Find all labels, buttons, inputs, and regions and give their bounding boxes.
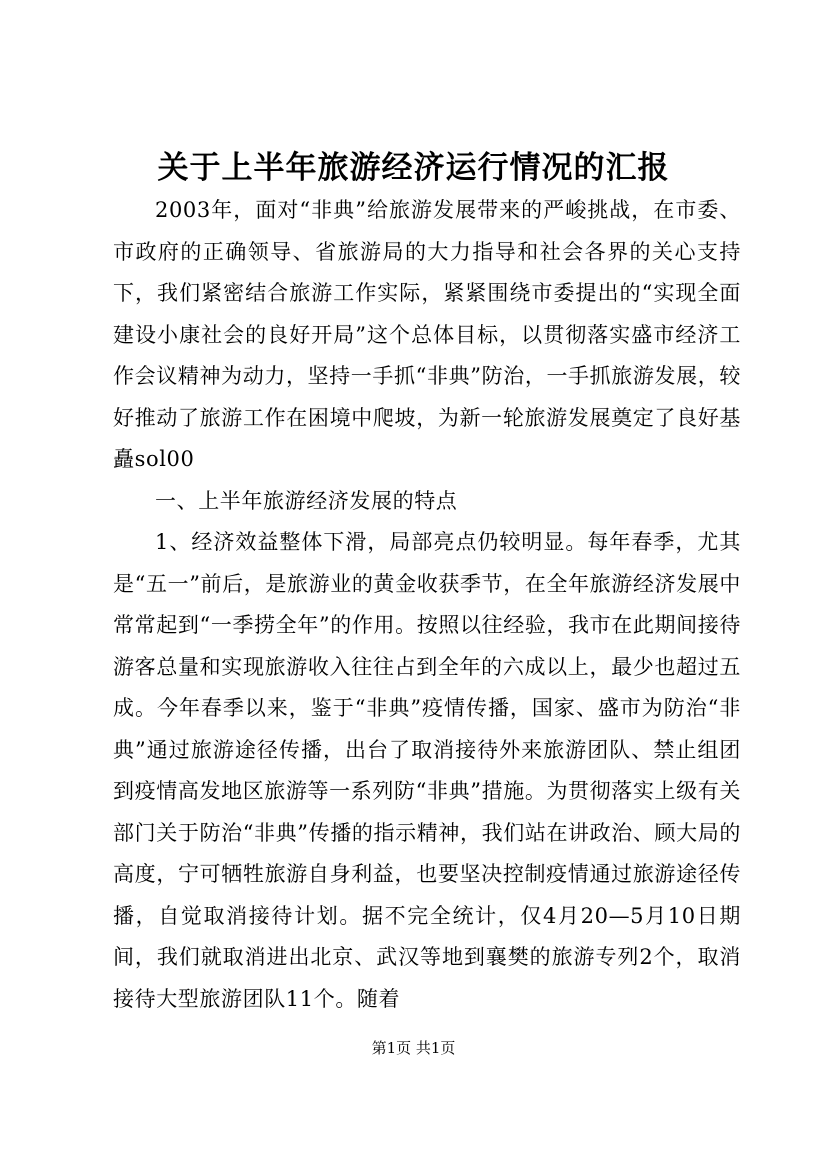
document-body [113, 190, 741, 1020]
section-paragraph: 1、经济效益整体下滑，局部亮点仍较明显。每年春季，尤其是“五一”前后，是旅游业的黄金收获季节，在全年旅游经济发展中常常起到“一季捞全年”的作用。按照以往经验，我市在此期间接待游客总量和实现旅游收入往往占到全年的六成以上，最少也超过五成。今年春季以来，鉴于“非典”疫情传播，国家、盛市为防治“非典”通过旅游途径传播，出台了取消接待外来旅游团队、禁止组团到疫情高发地区旅游等一系列防“非典”措施。为贯彻落实上级有关部门关于防治“非典”传播的指示精神，我们站在讲政治、顾大局的高度，宁可牺牲旅游自身利益，也要坚决控制疫情通过旅游途径传播，自觉取消接待计划。据不完全统计，仅4月20—5月10日期间，我们就取消进出北京、武汉等地到襄樊的旅游专列2个，取消接待大型旅游团队11个。随着 [113, 530, 741, 1011]
section-heading: 一、上半年旅游经济发展的特点 [155, 488, 458, 513]
intro-paragraph: 2003年，面对“非典”给旅游发展带来的严峻挑战，在市委、市政府的正确领导、省旅游局的大力指导和社会各界的关心支持下，我们紧密结合旅游工作实际，紧紧围绕市委提出的“实现全面建设小康社会的良好开局”这个总体目标，以贯彻落实盛市经济工作会议精神为动力，坚持一手抓“非典”防治，一手抓旅游发展，较好推动了旅游工作在困境中爬坡，为新一轮旅游发展奠定了良好基矗sol00 [113, 198, 741, 471]
page-footer: 第1页 共1页 [371, 1039, 456, 1057]
document-title: 关于上半年旅游经济运行情况的汇报 [157, 150, 670, 186]
